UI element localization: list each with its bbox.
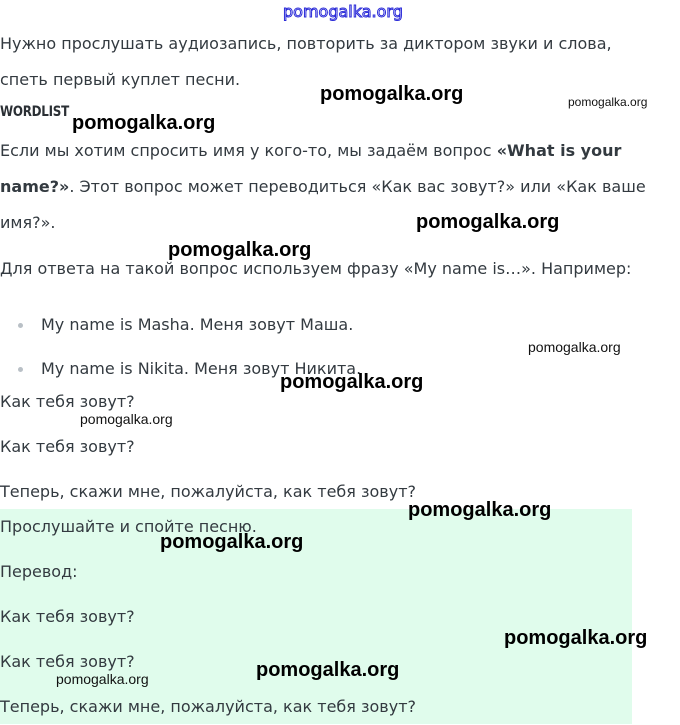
question-line: Теперь, скажи мне, пожалуйста, как тебя зовут? <box>0 482 417 501</box>
example-text: My name is Nikita. Меня зовут Никита. <box>41 359 362 378</box>
intro-paragraph: Нужно прослушать аудиозапись, повторить за диктором звуки и слова, спеть первый куплет песни. <box>0 34 612 89</box>
song-line: Как тебя зовут? <box>0 607 135 626</box>
watermark: pomogalka.org <box>72 112 216 134</box>
explanation-question: «What is your name?» <box>0 141 622 196</box>
watermark: pomogalka.org <box>568 95 648 109</box>
watermark: pomogalka.org <box>408 499 552 521</box>
watermark: pomogalka.org <box>80 411 173 427</box>
watermark: pomogalka.org <box>504 627 648 649</box>
song-line: Как тебя зовут? <box>0 652 135 671</box>
watermark: pomogalka.org <box>416 211 560 233</box>
song-line: Теперь, скажи мне, пожалуйста, как тебя зовут? <box>0 697 417 716</box>
question-line: Как тебя зовут? <box>0 437 135 456</box>
example-text: My name is Masha. Меня зовут Маша. <box>41 315 354 334</box>
watermark: pomogalka.org <box>56 671 149 687</box>
explanation-text-after: . Этот вопрос может переводиться «Как вас зовут?» или «Как ваше имя?». <box>0 177 646 232</box>
bullet-dot <box>18 367 23 372</box>
watermark: pomogalka.org <box>160 531 304 553</box>
watermark: pomogalka.org <box>256 659 400 681</box>
watermark: pomogalka.org <box>528 339 621 355</box>
explanation-text-before: Если мы хотим спросить имя у кого-то, мы задаём вопрос <box>0 141 497 160</box>
header-watermark: pomogalka.org <box>283 2 403 21</box>
song-instruction: Прослушайте и спойте песню. <box>0 517 257 536</box>
list-item <box>0 303 361 347</box>
wordlist-heading: WORDLIST <box>0 104 69 120</box>
translation-label: Перевод: <box>0 562 78 581</box>
watermark: pomogalka.org <box>320 83 464 105</box>
bullet-dot <box>18 323 23 328</box>
watermark: pomogalka.org <box>280 371 424 393</box>
answer-intro: Для ответа на такой вопрос используем фразу «My name is…». Например: <box>0 259 632 278</box>
question-line: Как тебя зовут? <box>0 392 135 411</box>
watermark: pomogalka.org <box>168 239 312 261</box>
